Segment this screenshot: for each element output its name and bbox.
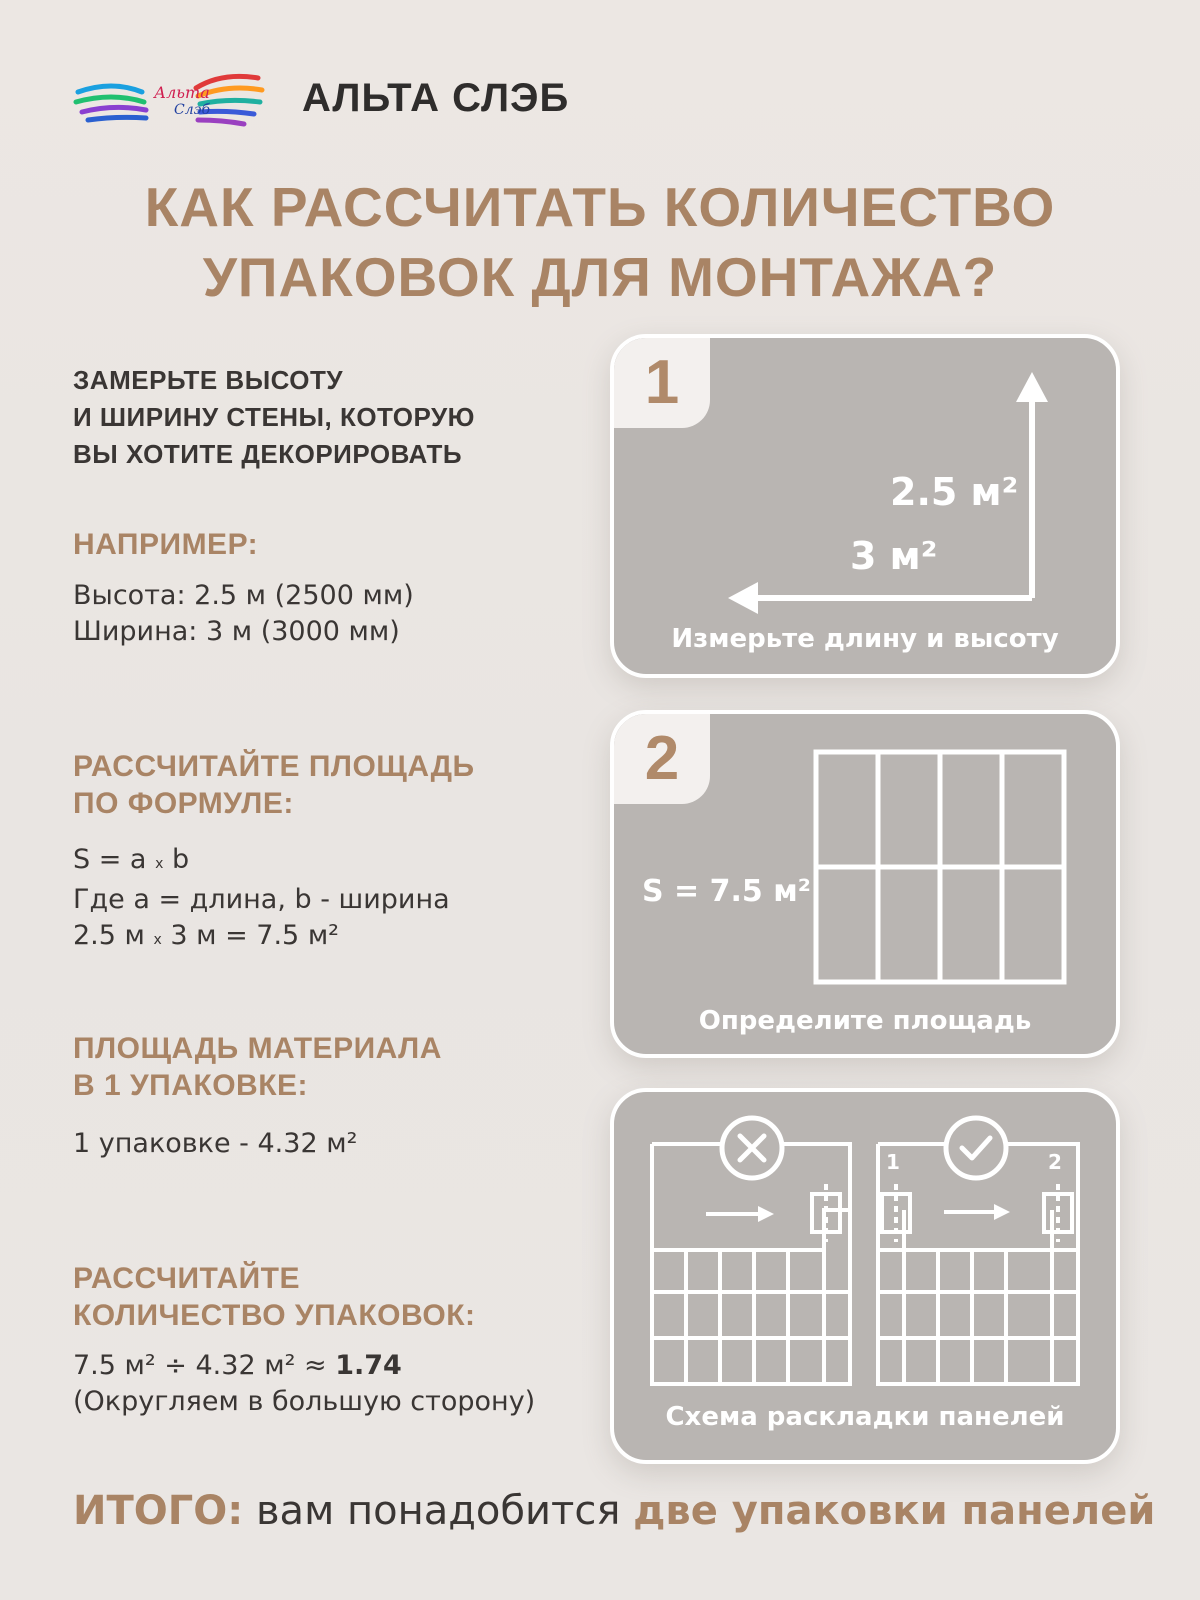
card-measure bbox=[610, 334, 1120, 678]
measure-instruction bbox=[73, 362, 593, 473]
pack-value: 1 упаковке - 4.32 м² bbox=[73, 1128, 358, 1159]
count-expression bbox=[73, 1348, 593, 1384]
pack-heading-line-2: В 1 УПАКОВКЕ: bbox=[73, 1069, 309, 1102]
example-heading: НАПРИМЕР: bbox=[73, 528, 259, 561]
total-highlight: две упаковки панелей bbox=[633, 1488, 1156, 1534]
area-heading bbox=[73, 748, 593, 822]
arrow-left-icon bbox=[728, 582, 758, 614]
formula-times: x bbox=[155, 856, 164, 872]
brand-name: АЛЬТА СЛЭБ bbox=[302, 76, 570, 120]
count-value: 1.74 bbox=[335, 1350, 402, 1381]
area-heading-line-1: РАССЧИТАЙТЕ ПЛОЩАДЬ bbox=[73, 750, 475, 783]
pack-heading-line-1: ПЛОЩАДЬ МАТЕРИАЛА bbox=[73, 1032, 442, 1065]
svg-text:Альта: Альта bbox=[154, 83, 210, 102]
step-number-1: 1 bbox=[614, 338, 710, 428]
count-heading-line-1: РАССЧИТАЙТЕ bbox=[73, 1262, 301, 1295]
example-height: Высота: 2.5 м (2500 мм) bbox=[73, 580, 414, 611]
area-label: S = 7.5 м² bbox=[642, 874, 811, 909]
width-label: 3 м² bbox=[850, 534, 938, 578]
formula-line bbox=[73, 842, 593, 882]
formula-b: b bbox=[171, 844, 190, 875]
calc-b: 3 м = 7.5 м² bbox=[170, 920, 340, 951]
page-title-line-2: УПАКОВОК ДЛЯ МОНТАЖА? bbox=[202, 246, 998, 308]
count-note: (Округляем в большую сторону) bbox=[73, 1386, 536, 1417]
marker-2-label: 2 bbox=[1048, 1150, 1062, 1174]
step-number-2: 2 bbox=[614, 714, 710, 804]
card-layout bbox=[610, 1088, 1120, 1464]
example-width: Ширина: 3 м (3000 мм) bbox=[73, 616, 400, 647]
pack-heading bbox=[73, 1030, 593, 1104]
marker-1-label: 1 bbox=[886, 1150, 900, 1174]
total-middle: вам понадобится bbox=[243, 1488, 634, 1534]
total-prefix: ИТОГО: bbox=[73, 1488, 244, 1534]
measure-line: ЗАМЕРЬТЕ ВЫСОТУ bbox=[73, 365, 344, 395]
count-result bbox=[73, 1348, 593, 1420]
example-values bbox=[73, 578, 593, 650]
area-heading-line-2: ПО ФОРМУЛЕ: bbox=[73, 787, 294, 820]
card-1-caption: Измерьте длину и высоту bbox=[671, 624, 1059, 654]
formula-calc bbox=[73, 918, 593, 958]
measure-line: И ШИРИНУ СТЕНЫ, КОТОРУЮ bbox=[73, 402, 475, 432]
count-heading bbox=[73, 1260, 593, 1334]
total-summary bbox=[73, 1488, 1173, 1534]
arrow-up-icon bbox=[1016, 372, 1048, 402]
calc-times: x bbox=[153, 932, 162, 948]
calc-a: 2.5 м bbox=[73, 920, 145, 951]
area-formula bbox=[73, 842, 593, 958]
card-3-caption: Схема раскладки панелей bbox=[665, 1402, 1065, 1432]
svg-text:Слэб: Слэб bbox=[174, 102, 211, 118]
brand-logo bbox=[72, 62, 268, 134]
height-label: 2.5 м² bbox=[890, 470, 1019, 514]
page-title-line-1: КАК РАССЧИТАТЬ КОЛИЧЕСТВО bbox=[144, 176, 1056, 238]
count-expr: 7.5 м² ÷ 4.32 м² ≈ bbox=[73, 1350, 336, 1381]
check-circle-icon bbox=[946, 1118, 1006, 1178]
formula-where: Где a = длина, b - ширина bbox=[73, 884, 450, 915]
card-area bbox=[610, 710, 1120, 1058]
card-2-caption: Определите площадь bbox=[698, 1006, 1032, 1036]
cross-circle-icon bbox=[722, 1118, 782, 1178]
formula-a: S = a bbox=[73, 844, 147, 875]
count-heading-line-2: КОЛИЧЕСТВО УПАКОВОК: bbox=[73, 1299, 476, 1332]
measure-line: ВЫ ХОТИТЕ ДЕКОРИРОВАТЬ bbox=[73, 439, 463, 469]
